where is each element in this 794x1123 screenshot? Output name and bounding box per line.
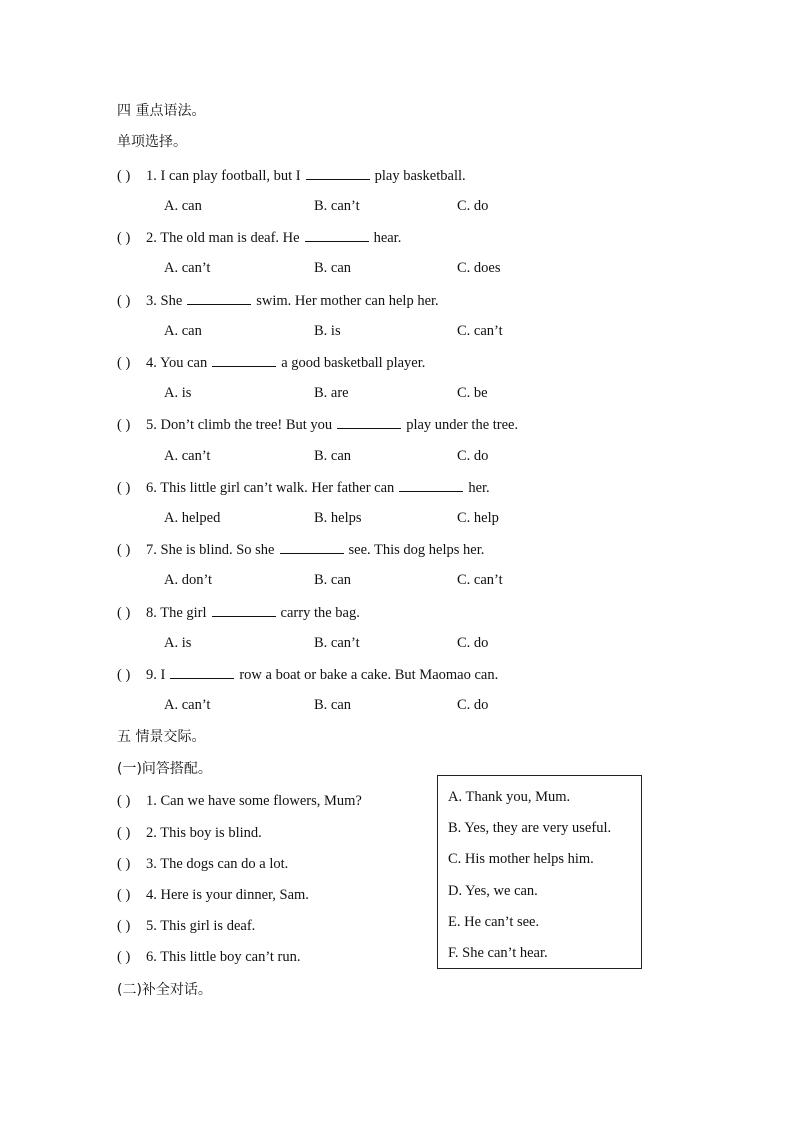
- question-3: [117, 290, 439, 311]
- answer-blank[interactable]: [306, 165, 370, 180]
- option-b: B. can: [314, 572, 352, 588]
- option-c: C. do: [457, 635, 489, 651]
- match-question-5: [117, 916, 255, 936]
- answer-blank[interactable]: [337, 414, 401, 429]
- option-a: A. is: [164, 635, 192, 651]
- answer-paren[interactable]: ( ): [117, 667, 131, 683]
- question-text-before: 4. You can: [146, 355, 208, 371]
- answer-paren[interactable]: ( ): [117, 293, 131, 309]
- question-text-after: carry the bag.: [280, 605, 360, 621]
- option-a: A. can’t: [164, 260, 211, 276]
- question-text-before: 7. She is blind. So she: [146, 542, 275, 558]
- question-text-after: hear.: [373, 230, 402, 246]
- match-question-2: [117, 823, 262, 843]
- answer-blank[interactable]: [187, 290, 251, 305]
- section4-title: 四 重点语法。: [117, 103, 206, 119]
- option-b: B. can: [314, 260, 352, 276]
- question-1: [117, 165, 466, 186]
- option-a: A. can’t: [164, 448, 211, 464]
- question-text-before: 1. I can play football, but I: [146, 168, 301, 184]
- option-a: A. can’t: [164, 697, 211, 713]
- question-5: [117, 414, 518, 435]
- answer-paren[interactable]: ( ): [117, 825, 131, 841]
- option-b: B. can’t: [314, 635, 360, 651]
- option-a: A. can: [164, 198, 202, 214]
- match-question-3: [117, 854, 288, 874]
- answer-paren[interactable]: ( ): [117, 480, 131, 496]
- match-question-1: [117, 791, 362, 811]
- answer-box: [437, 775, 642, 969]
- option-b: B. can: [314, 448, 352, 464]
- option-b: B. helps: [314, 510, 362, 526]
- match-question-text: 5. This girl is deaf.: [146, 918, 256, 934]
- answer-paren[interactable]: ( ): [117, 887, 131, 903]
- section5-part2-title: (二)补全对话。: [117, 982, 212, 998]
- question-text-after: row a boat or bake a cake. But Maomao can.: [239, 667, 499, 683]
- question-text-after: play basketball.: [374, 168, 466, 184]
- option-b: B. can’t: [314, 198, 360, 214]
- question-text-before: 3. She: [146, 293, 183, 309]
- answer-blank[interactable]: [305, 227, 369, 242]
- answer-b: B. Yes, they are very useful.: [448, 820, 612, 836]
- answer-blank[interactable]: [280, 539, 344, 554]
- section4-subtitle: 单项选择。: [117, 134, 187, 150]
- question-9: [117, 664, 498, 685]
- option-c: C. do: [457, 697, 489, 713]
- option-c: C. can’t: [457, 572, 503, 588]
- question-text-before: 2. The old man is deaf. He: [146, 230, 300, 246]
- option-a: A. helped: [164, 510, 221, 526]
- question-text-after: swim. Her mother can help her.: [256, 293, 439, 309]
- question-2: [117, 227, 401, 248]
- answer-d: D. Yes, we can.: [448, 883, 538, 899]
- answer-paren[interactable]: ( ): [117, 230, 131, 246]
- question-text-before: 5. Don’t climb the tree! But you: [146, 417, 333, 433]
- question-text-after: her.: [468, 480, 490, 496]
- option-c: C. help: [457, 510, 499, 526]
- answer-paren[interactable]: ( ): [117, 542, 131, 558]
- match-question-text: 6. This little boy can’t run.: [146, 949, 301, 965]
- option-c: C. can’t: [457, 323, 503, 339]
- option-b: B. is: [314, 323, 341, 339]
- question-text-after: a good basketball player.: [281, 355, 426, 371]
- option-c: C. be: [457, 385, 488, 401]
- option-c: C. do: [457, 448, 489, 464]
- answer-paren[interactable]: ( ): [117, 355, 131, 371]
- option-a: A. can: [164, 323, 202, 339]
- answer-blank[interactable]: [399, 477, 463, 492]
- question-text-after: see. This dog helps her.: [348, 542, 485, 558]
- match-question-text: 4. Here is your dinner, Sam.: [146, 887, 309, 903]
- option-c: C. does: [457, 260, 501, 276]
- question-7: [117, 539, 484, 560]
- question-text-before: 9. I: [146, 667, 166, 683]
- match-question-text: 3. The dogs can do a lot.: [146, 856, 289, 872]
- match-question-4: [117, 885, 309, 905]
- option-c: C. do: [457, 198, 489, 214]
- answer-paren[interactable]: ( ): [117, 417, 131, 433]
- answer-paren[interactable]: ( ): [117, 605, 131, 621]
- match-question-text: 2. This boy is blind.: [146, 825, 262, 841]
- answer-paren[interactable]: ( ): [117, 949, 131, 965]
- answer-c: C. His mother helps him.: [448, 851, 594, 867]
- match-question-6: [117, 947, 301, 967]
- question-4: [117, 352, 425, 373]
- question-text-before: 6. This little girl can’t walk. Her father can: [146, 480, 395, 496]
- section5-title: 五 情景交际。: [117, 729, 206, 745]
- question-text-before: 8. The girl: [146, 605, 207, 621]
- answer-blank[interactable]: [212, 602, 276, 617]
- answer-f: F. She can’t hear.: [448, 945, 548, 961]
- match-question-text: 1. Can we have some flowers, Mum?: [146, 793, 362, 809]
- section5-part1-title: (一)问答搭配。: [117, 761, 212, 777]
- answer-a: A. Thank you, Mum.: [448, 789, 571, 805]
- option-b: B. are: [314, 385, 349, 401]
- option-b: B. can: [314, 697, 352, 713]
- answer-paren[interactable]: ( ): [117, 856, 131, 872]
- question-8: [117, 602, 360, 623]
- option-a: A. don’t: [164, 572, 213, 588]
- question-6: [117, 477, 490, 498]
- answer-blank[interactable]: [170, 664, 234, 679]
- answer-paren[interactable]: ( ): [117, 793, 131, 809]
- answer-paren[interactable]: ( ): [117, 918, 131, 934]
- question-text-after: play under the tree.: [406, 417, 519, 433]
- option-a: A. is: [164, 385, 192, 401]
- answer-e: E. He can’t see.: [448, 914, 540, 930]
- answer-paren[interactable]: ( ): [117, 168, 131, 184]
- answer-blank[interactable]: [212, 352, 276, 367]
